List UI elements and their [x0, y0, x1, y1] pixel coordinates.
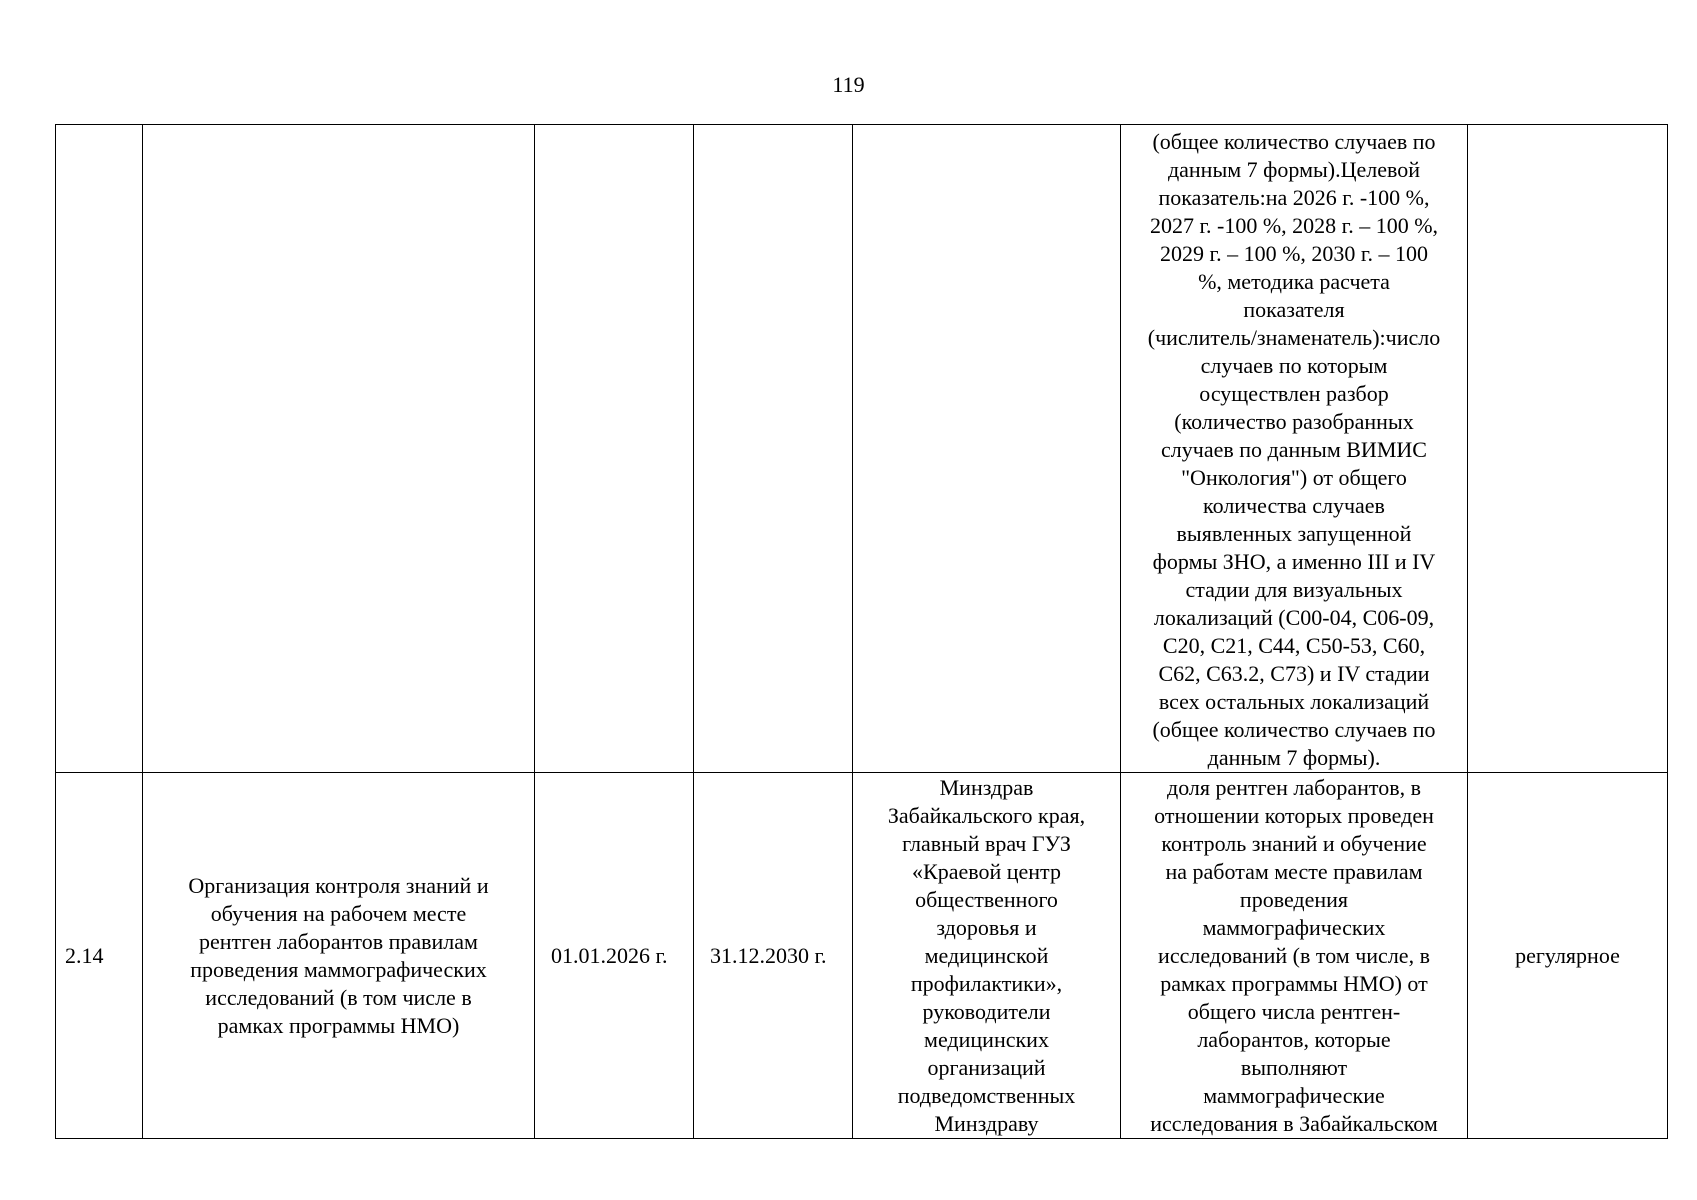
row-number-cell [56, 125, 143, 773]
periodicity-cell: регулярное [1468, 773, 1668, 1139]
measures-table [55, 124, 1668, 1139]
start-date-cell: 01.01.2026 г. [535, 773, 694, 1139]
executor-cell [853, 125, 1121, 773]
measure-title-cell: Организация контроля знаний и обучения на рабочем месте рентген лаборантов правилам проведения маммографических исследований (в том числе в рамках программы НМО) [143, 773, 535, 1139]
end-date-cell: 31.12.2030 г. [694, 773, 853, 1139]
periodicity-cell [1468, 125, 1668, 773]
row-number-cell: 2.14 [56, 773, 143, 1139]
indicator-cell: (общее количество случаев по данным 7 формы).Целевой показатель:на 2026 г. -100 %, 2027 г. -100 %, 2028 г. – 100 %, 2029 г. – 100 %, 2030 г. – 100 %, методика расчета показателя (числитель/знаменатель):число случаев по которым осуществлен разбор (количество разобранных случаев по данным ВИМИС "Онкология") от общего количества случаев выявленных запущенной формы ЗНО, а именно III и IV стадии для визуальных локализаций (С00-04, С06-09, С20, С21, С44, С50-53, С60, С62, С63.2, С73) и IV стадии всех остальных локализаций (общее количество случаев по данным 7 формы). [1121, 125, 1468, 773]
executor-cell: Минздрав Забайкальского края, главный врач ГУЗ «Краевой центр общественного здоровья и медицинской профилактики», руководители медицинских организаций подведомственных Минздраву [853, 773, 1121, 1139]
end-date-cell [694, 125, 853, 773]
measure-title-cell [143, 125, 535, 773]
start-date-cell [535, 125, 694, 773]
page-number: 119 [832, 72, 865, 97]
table-row [56, 125, 1668, 773]
indicator-cell: доля рентген лаборантов, в отношении которых проведен контроль знаний и обучение на работам месте правилам проведения маммографических исследований (в том числе, в рамках программы НМО) от общего числа рентген- лаборантов, которые выполняют маммографические исследования в Забайкальском [1121, 773, 1468, 1139]
table-row [56, 773, 1668, 1139]
